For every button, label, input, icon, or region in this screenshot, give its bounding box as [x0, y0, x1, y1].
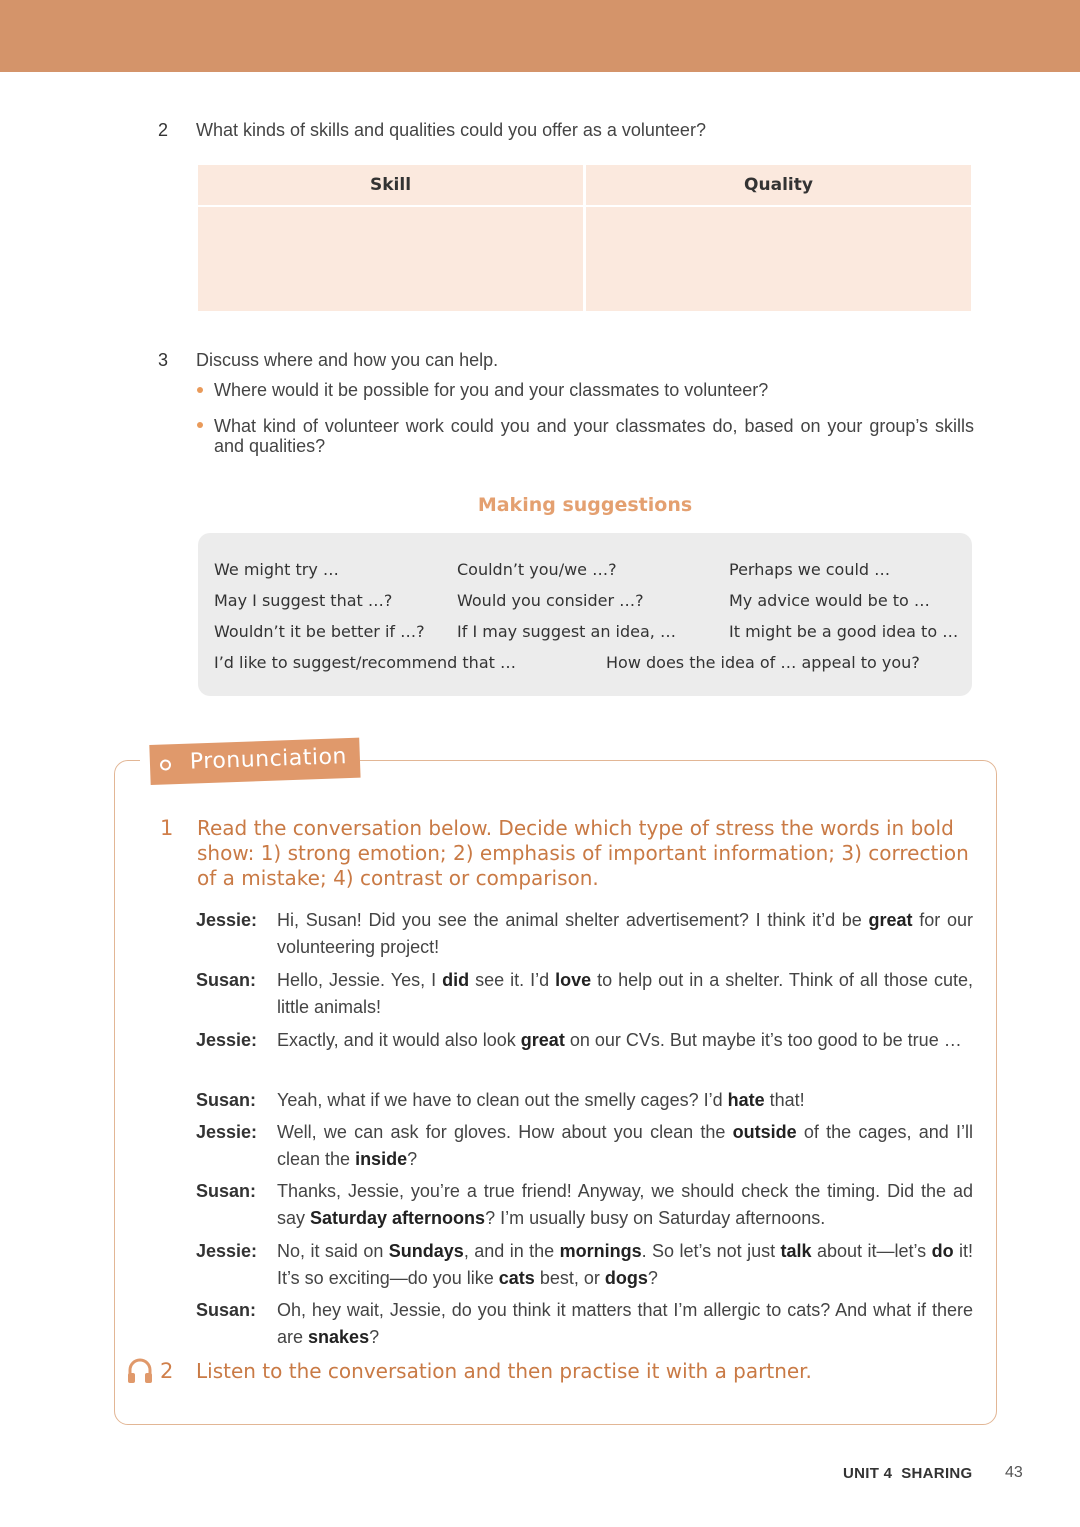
dialogue-speaker: Jessie: — [196, 1122, 258, 1142]
line-text: see it. I’d — [469, 970, 556, 990]
stressed-word: cats — [498, 1268, 535, 1288]
stressed-word: snakes — [308, 1327, 370, 1347]
question-3-bullet-2: What kind of volunteer work could you and your classmates do, based on your group’s skills and qualities? — [214, 416, 974, 456]
line-text: of the cages, and I’ll clean the — [277, 1122, 973, 1169]
circle-icon — [160, 759, 171, 770]
stressed-word: did — [442, 970, 470, 990]
dialogue-speaker: Susan: — [196, 1090, 257, 1110]
line-text: about it—let’s — [811, 1241, 932, 1261]
suggestion-phrase: Couldn’t you/we …? — [457, 560, 617, 579]
question-3-text: Discuss where and how you can help. — [196, 350, 499, 370]
pronunciation-tab — [149, 738, 360, 785]
stressed-word: hate — [727, 1090, 765, 1110]
stressed-word: great — [520, 1030, 565, 1050]
stressed-word: Saturday afternoons — [310, 1208, 486, 1228]
stressed-word: mornings — [559, 1241, 642, 1261]
line-text: Oh, hey wait, Jessie, do you think it matters that I’m allergic to cats? And what if there are — [277, 1300, 973, 1347]
making-suggestions-title: Making suggestions — [477, 494, 693, 516]
bullet-dot — [197, 387, 203, 393]
dialogue-speaker: Jessie: — [196, 1030, 258, 1050]
line-text: best, or — [534, 1268, 605, 1288]
dialogue-line — [277, 1027, 973, 1054]
line-text: that! — [764, 1090, 805, 1110]
stressed-word: love — [555, 970, 592, 990]
stressed-word: do — [931, 1241, 954, 1261]
pronunciation-tab-label: Pronunciation — [189, 744, 348, 775]
dialogue-line — [277, 1178, 973, 1232]
line-text: ? I’m usually busy on Saturday afternoons. — [485, 1208, 826, 1228]
suggestion-phrase: I’d like to suggest/recommend that … — [214, 653, 516, 672]
stressed-word: inside — [355, 1149, 408, 1169]
task-2-instruction: Listen to the conversation and then practise it with a partner. — [196, 1359, 812, 1383]
dialogue-speaker: Susan: — [196, 1181, 257, 1201]
line-text: ? — [369, 1327, 380, 1347]
question-2-number: 2 — [158, 120, 169, 140]
line-text: ? — [407, 1149, 418, 1169]
task-2-number: 2 — [160, 1359, 174, 1383]
suggestion-phrase: Perhaps we could … — [729, 560, 891, 579]
suggestion-phrase: It might be a good idea to … — [729, 622, 959, 641]
suggestion-phrase: May I suggest that …? — [214, 591, 393, 610]
footer-unit-label: UNIT 4 SHARING — [843, 1465, 973, 1482]
line-text: . So let’s not just — [641, 1241, 781, 1261]
dialogue-speaker: Susan: — [196, 1300, 257, 1320]
line-text: Hi, Susan! Did you see the animal shelter advertisement? I think it’d be — [277, 910, 869, 930]
suggestion-phrase: We might try … — [214, 560, 339, 579]
top-color-band — [0, 0, 1080, 72]
task-1-number: 1 — [160, 816, 174, 840]
line-text: No, it said on — [277, 1241, 389, 1261]
line-text: to help out in a shelter. Think of all those cute, little animals! — [277, 970, 973, 1017]
task-1-instruction: Read the conversation below. Decide which type of stress the words in bold show: 1) strong emotion; 2) emphasis of important information; 3) correction of a mistake; 4) contrast or comparison. — [197, 816, 969, 890]
stressed-word: outside — [732, 1122, 797, 1142]
stressed-word: Sundays — [388, 1241, 464, 1261]
page-number: 43 — [1005, 1464, 1023, 1481]
suggestion-phrase: How does the idea of … appeal to you? — [606, 653, 920, 672]
question-3-bullet-1: Where would it be possible for you and your classmates to volunteer? — [214, 380, 769, 400]
line-text: , and in the — [463, 1241, 560, 1261]
line-text: for our volunteering project! — [277, 910, 973, 957]
dialogue-line — [277, 1297, 973, 1351]
suggestion-phrase: If I may suggest an idea, … — [457, 622, 676, 641]
line-text: Hello, Jessie. Yes, I — [277, 970, 443, 990]
stressed-word: dogs — [604, 1268, 648, 1288]
suggestion-phrase: Would you consider …? — [457, 591, 644, 610]
suggestions-box — [198, 533, 972, 696]
line-text: it! It’s so exciting—do you like — [277, 1241, 974, 1288]
line-text: Thanks, Jessie, you’re a true friend! Anyway, we should check the timing. Did the ad say — [277, 1181, 973, 1228]
line-text: on our CVs. But maybe it’s too good to be true … — [564, 1030, 962, 1050]
bullet-dot — [197, 422, 203, 428]
dialogue-line — [277, 967, 973, 1021]
question-3-number: 3 — [158, 350, 169, 370]
dialogue-line — [277, 907, 973, 961]
line-text: Exactly, and it would also look — [277, 1030, 521, 1050]
skill-quality-table — [198, 165, 971, 311]
suggestion-phrase: Wouldn’t it be better if …? — [214, 622, 425, 641]
table-divider-vertical — [583, 165, 586, 311]
dialogue-speaker: Jessie: — [196, 1241, 258, 1261]
dialogue-line — [277, 1087, 973, 1114]
line-text: ? — [647, 1268, 658, 1288]
dialogue-line — [277, 1238, 973, 1292]
line-text: Well, we can ask for gloves. How about you clean the — [277, 1122, 733, 1142]
table-header-skill: Skill — [369, 175, 412, 195]
question-2-text: What kinds of skills and qualities could you offer as a volunteer? — [196, 120, 706, 140]
line-text: Yeah, what if we have to clean out the smelly cages? I’d — [277, 1090, 728, 1110]
dialogue-speaker: Jessie: — [196, 910, 258, 930]
stressed-word: great — [868, 910, 913, 930]
table-header-quality: Quality — [744, 175, 813, 195]
headphones-icon — [125, 1356, 155, 1386]
dialogue-speaker: Susan: — [196, 970, 257, 990]
suggestion-phrase: My advice would be to … — [729, 591, 930, 610]
dialogue-line — [277, 1119, 973, 1173]
stressed-word: talk — [780, 1241, 812, 1261]
